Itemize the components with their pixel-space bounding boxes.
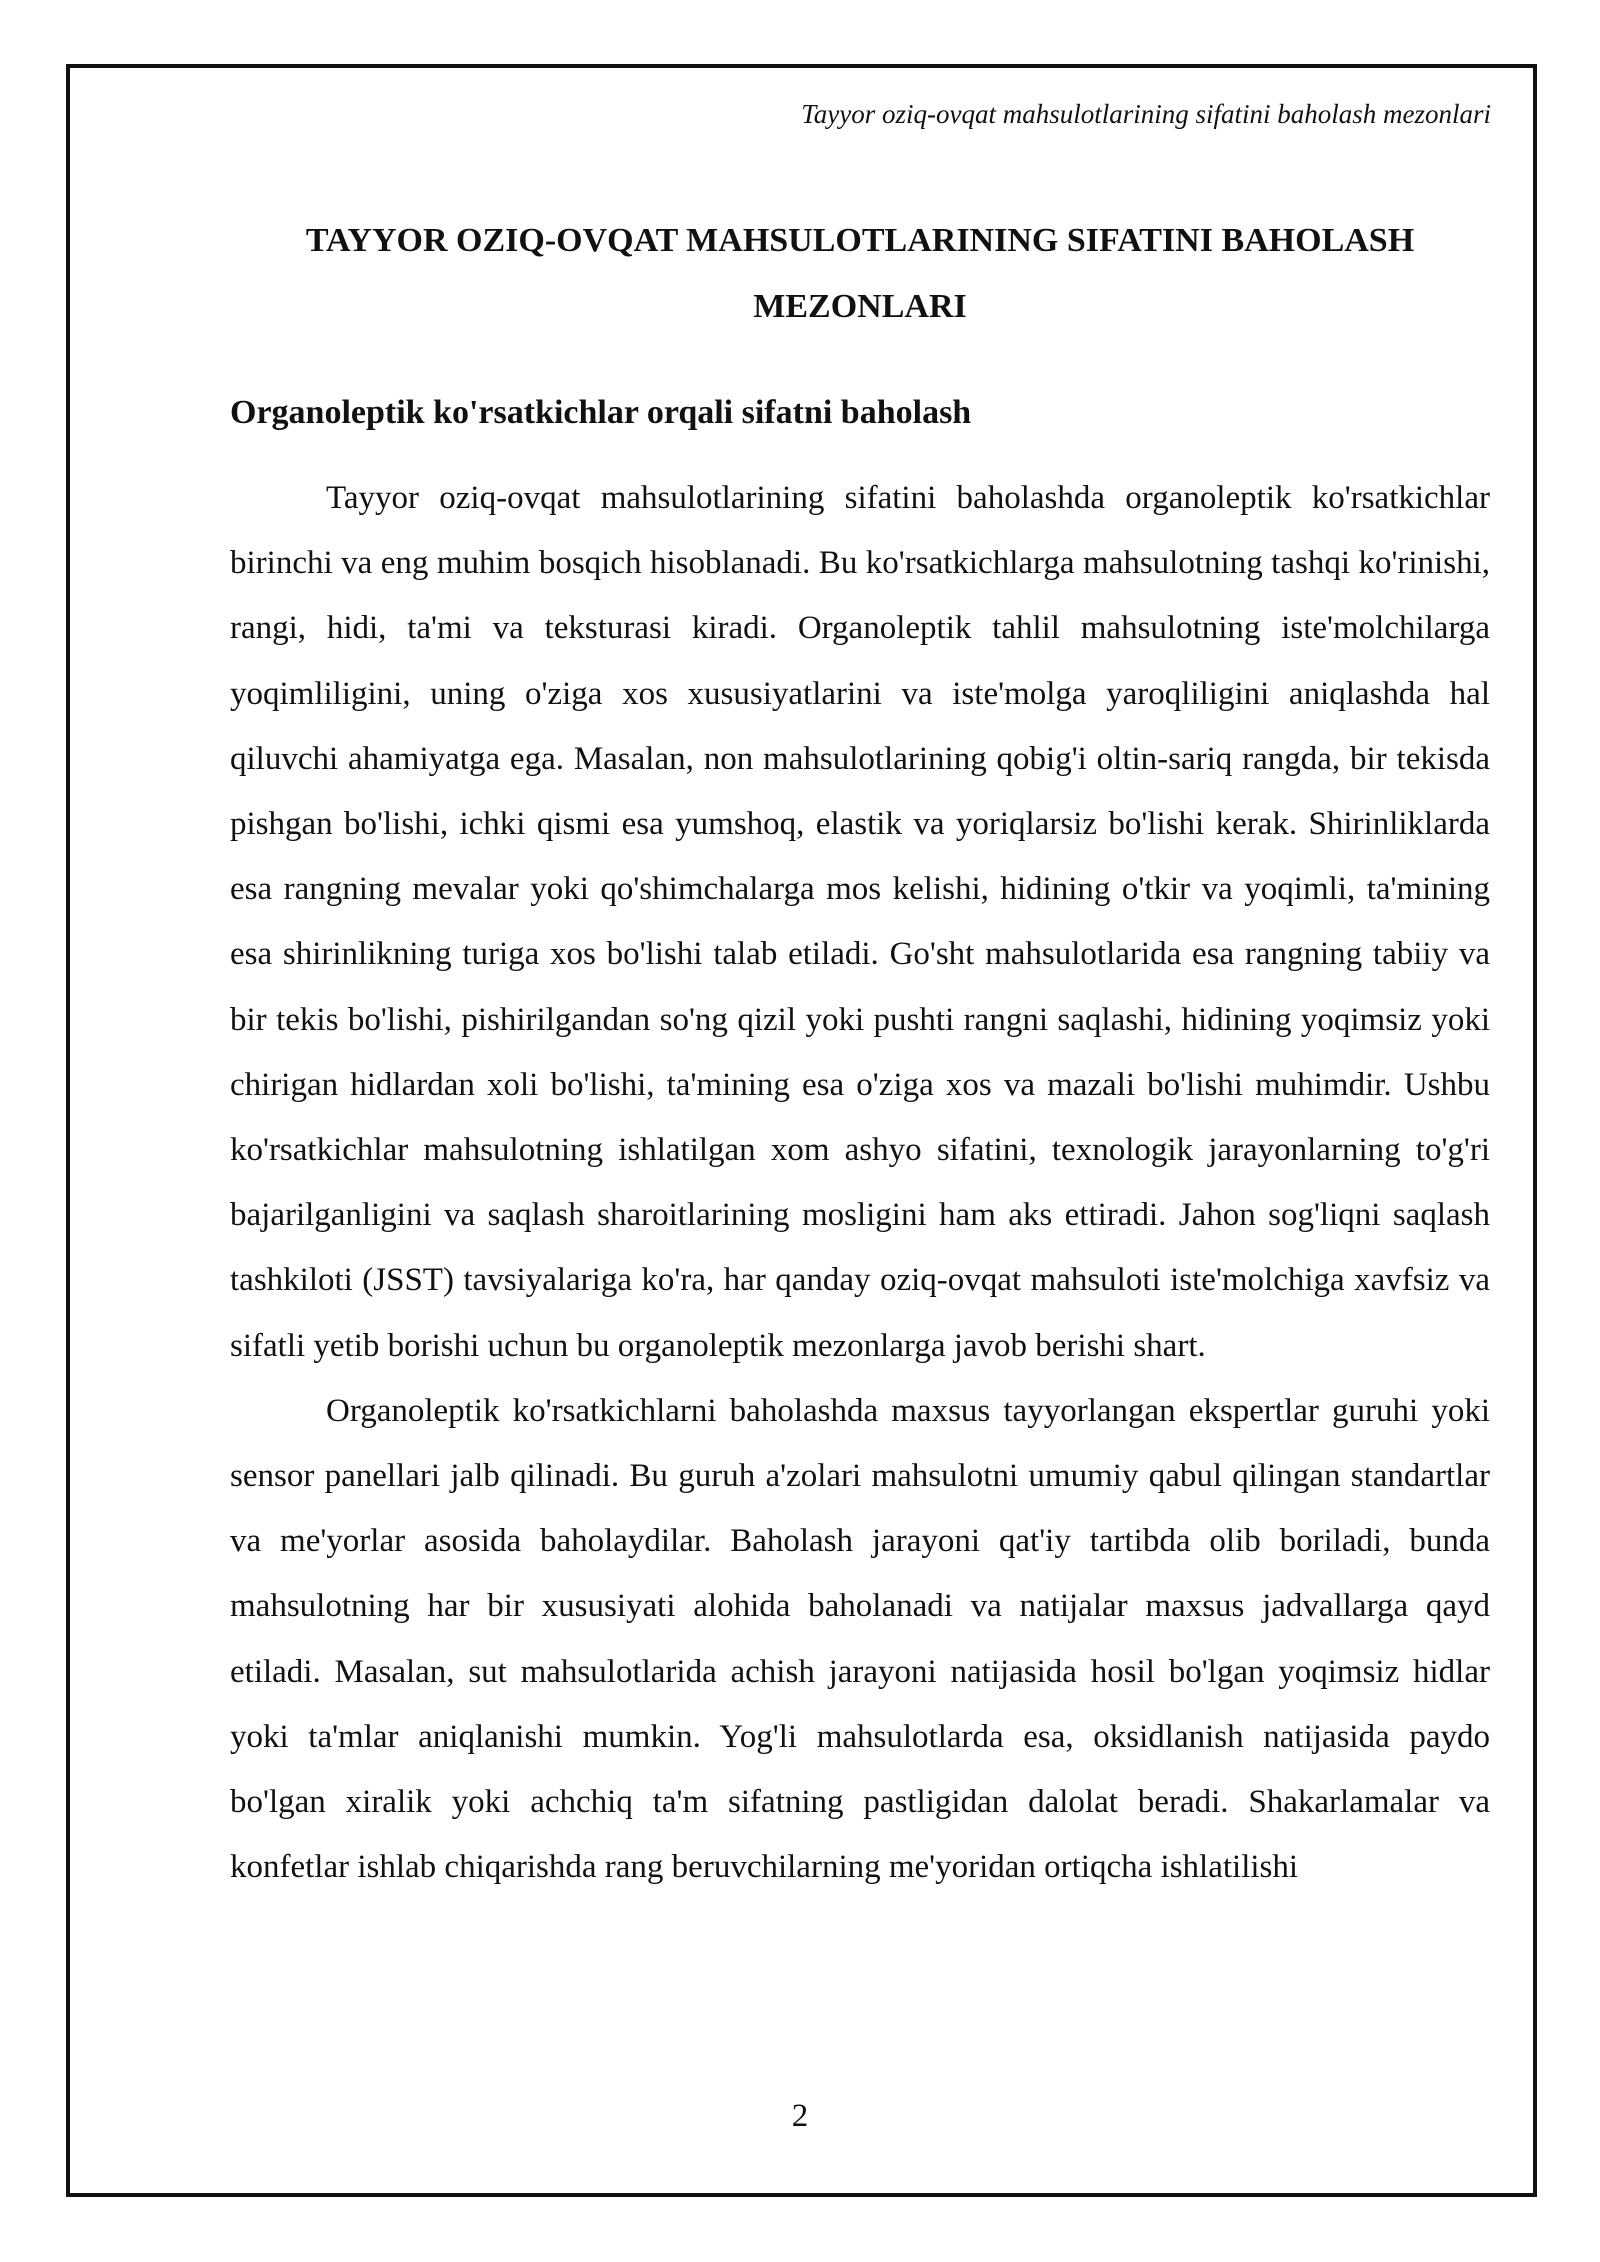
running-header: Tayyor oziq-ovqat mahsulotlarining sifatini baholash mezonlari <box>801 99 1491 129</box>
document-title: TAYYOR OZIQ-OVQAT MAHSULOTLARINING SIFATINI BAHOLASH MEZONLARI <box>305 222 1415 325</box>
section-heading: Organoleptik ko'rsatkichlar orqali sifatni baholash <box>230 394 972 431</box>
page-number: 2 <box>791 2098 809 2134</box>
paragraph-2: Organoleptik ko'rsatkichlarni baholashda maxsus tayyorlangan ekspertlar guruhi yoki sensor panellari jalb qilinadi. Bu guruh a'zolari mahsulotni umumiy qabul qilingan standartlar va me'yorlar asosida baholaydilar. Baholash jarayoni qat'iy tartibda olib boriladi, bunda mahsulotning har bir xususiyati alohida baholanadi va natijalar maxsus jadvallarga qayd etiladi. Masalan, sut mahsulotlarida achish jarayoni natijasida hosil bo'lgan yoqimsiz hidlar yoki ta'mlar aniqlanishi mumkin. Yog'li mahsulotlarda esa, oksidlanish natijasida paydo bo'lgan xiralik yoki achchiq ta'm sifatning pastligidan dalolat beradi. Shakarlamalar va konfetlar ishlab chiqarishda rang beruvchilarning me'yoridan ortiqcha ishlatilishi <box>230 1392 1490 1886</box>
paragraph-1: Tayyor oziq-ovqat mahsulotlarining sifatini baholashda organoleptik ko'rsatkichlar birinchi va eng muhim bosqich hisoblanadi. Bu ko'rsatkichlarga mahsulotning tashqi ko'rinishi, rangi, hidi, ta'mi va teksturasi kiradi. Organoleptik tahlil mahsulotning iste'molchilarga yoqimliligini, uning o'ziga xos xususiyatlarini va iste'molga yaroqliligini aniqlashda hal qiluvchi ahamiyatga ega. Masalan, non mahsulotlarining qobig'i oltin-sariq rangda, bir tekisda pishgan bo'lishi, ichki qismi esa yumshoq, elastik va yoriqlarsiz bo'lishi kerak. Shirinliklarda esa rangning mevalar yoki qo'shimchalarga mos kelishi, hidining o'tkir va yoqimli, ta'mining esa shirinlikning turiga xos bo'lishi talab etiladi. Go'sht mahsulotlarida esa rangning tabiiy va bir tekis bo'lishi, pishirilgandan so'ng qizil yoki pushti rangni saqlashi, hidining yoqimsiz yoki chirigan hidlardan xoli bo'lishi, ta'mining esa o'ziga xos va mazali bo'lishi muhimdir. Ushbu ko'rsatkichlar mahsulotning ishlatilgan xom ashyo sifatini, texnologik jarayonlarning to'g'ri bajarilganligini va saqlash sharoitlarining mosligini ham aks ettiradi. Jahon sog'liqni saqlash tashkiloti (JSST) tavsiyalariga ko'ra, har qanday oziq-ovqat mahsuloti iste'molchiga xavfsiz va sifatli yetib borishi uchun bu organoleptik mezonlarga javob berishi shart. <box>230 480 1490 1364</box>
body-text <box>230 466 1490 1900</box>
